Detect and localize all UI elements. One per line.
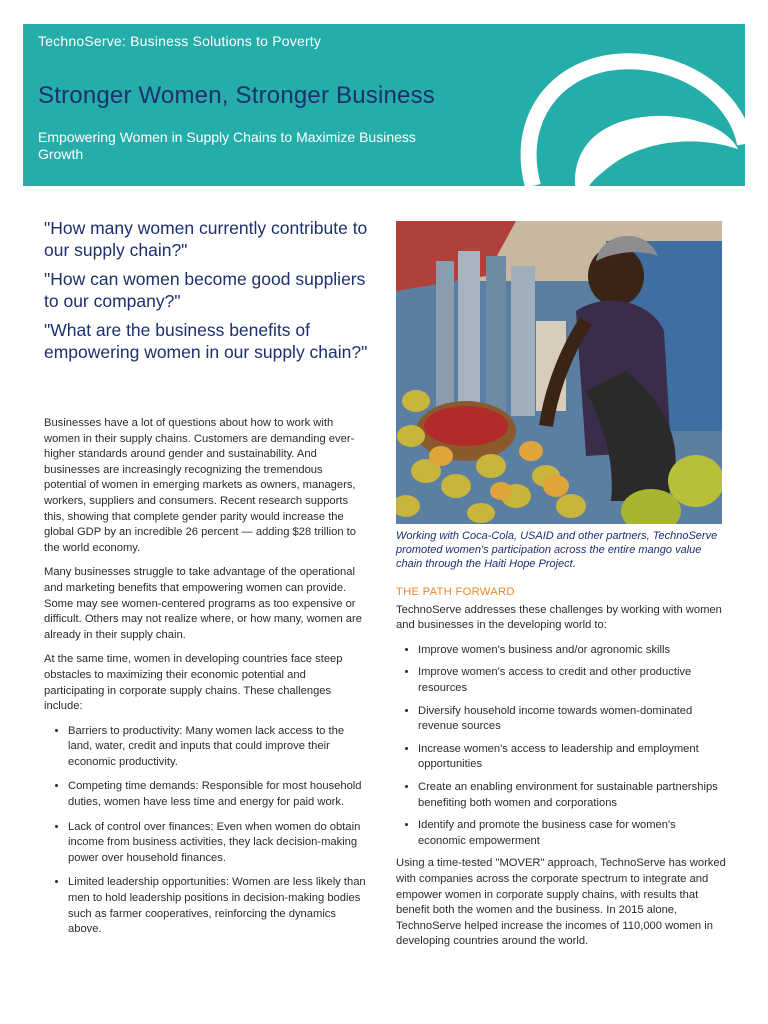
- list-item: • Create an enabling environment for sustainable partnerships benefiting both women and corporations: [418, 780, 726, 811]
- list-item: • Barriers to productivity: Many women lack access to the land, water, credit and inputs that could improve their economic productivity.: [68, 724, 366, 771]
- list-item: • Improve women's business and/or agronomic skills: [418, 643, 726, 659]
- page-title: Stronger Women, Stronger Business: [38, 82, 436, 109]
- list-item: • Limited leadership opportunities: Women are less likely than men to hold leadership positions in decision-making bodies such as farmer cooperatives, reinforcing the dynamics above.: [68, 875, 366, 937]
- org-tagline: TechnoServe: Business Solutions to Poverty: [38, 33, 322, 49]
- question-quote: "How many women currently contribute to our supply chain?": [44, 218, 368, 260]
- list-item: • Improve women's access to credit and other productive resources: [418, 665, 726, 696]
- list-item: • Increase women's access to leadership and employment opportunities: [418, 742, 726, 773]
- mango-market-illustration: [396, 221, 722, 524]
- leaf-swirl-icon: [493, 24, 745, 186]
- list-item: • Lack of control over finances: Even when women do obtain income from business activities, they lack decision-making power over household finances.: [68, 820, 366, 867]
- actions-list: [396, 643, 726, 850]
- page-subtitle: Empowering Women in Supply Chains to Maximize Business Growth: [38, 129, 416, 162]
- challenges-list: [44, 724, 366, 938]
- section-heading: THE PATH FORWARD: [396, 586, 515, 598]
- list-item: • Identify and promote the business case for women's economic empowerment: [418, 818, 726, 849]
- key-questions: [44, 217, 374, 370]
- body-paragraph: Using a time-tested "MOVER" approach, TechnoServe has worked with companies across the corporate spectrum to integrate and empower women in corporate supply chains, with results that benefit both the women and the business. In 2015 alone, TechnoServe helped increase the incomes of 110,000 women in developing countries around the world.: [396, 857, 726, 948]
- market-photo: [396, 221, 722, 524]
- list-item: • Diversify household income towards women-dominated revenue sources: [418, 704, 726, 735]
- question-quote: "What are the business benefits of empowering women in our supply chain?": [44, 320, 368, 362]
- header-banner: [23, 24, 745, 186]
- right-column: [396, 585, 726, 959]
- left-column: [44, 416, 366, 947]
- question-quote: "How can women become good suppliers to our company?": [44, 269, 366, 311]
- body-paragraph: Many businesses struggle to take advantage of the operational and marketing benefits that empowering women can provide. Some may see women-centered programs as too expensive or difficult. Others may not realize where, or how many, women are already in their supply chain.: [44, 566, 362, 641]
- body-paragraph: TechnoServe addresses these challenges by working with women and businesses in the developing world to:: [396, 603, 722, 632]
- list-item: • Competing time demands: Responsible for most household duties, women have less time and energy for paid work.: [68, 779, 366, 810]
- body-paragraph: At the same time, women in developing countries face steep obstacles to maximizing their economic potential and participating in corporate supply chains. These challenges include:: [44, 653, 343, 713]
- photo-caption: Working with Coca-Cola, USAID and other partners, TechnoServe promoted women's participation across the entire mango value chain through the Haiti Hope Project.: [396, 530, 718, 570]
- body-paragraph: Businesses have a lot of questions about how to work with women in their supply chains. Customers are demanding ever-higher standards around gender and sustainability. And businesses are increasingly recognizing the tremendous potential of women in emerging markets as owners, managers, workers, suppliers and consumers. Recent research supports this, showing that complete gender parity would increase the global GDP by an incredible 26 percent — adding $28 trillion to the world economy.: [44, 417, 356, 554]
